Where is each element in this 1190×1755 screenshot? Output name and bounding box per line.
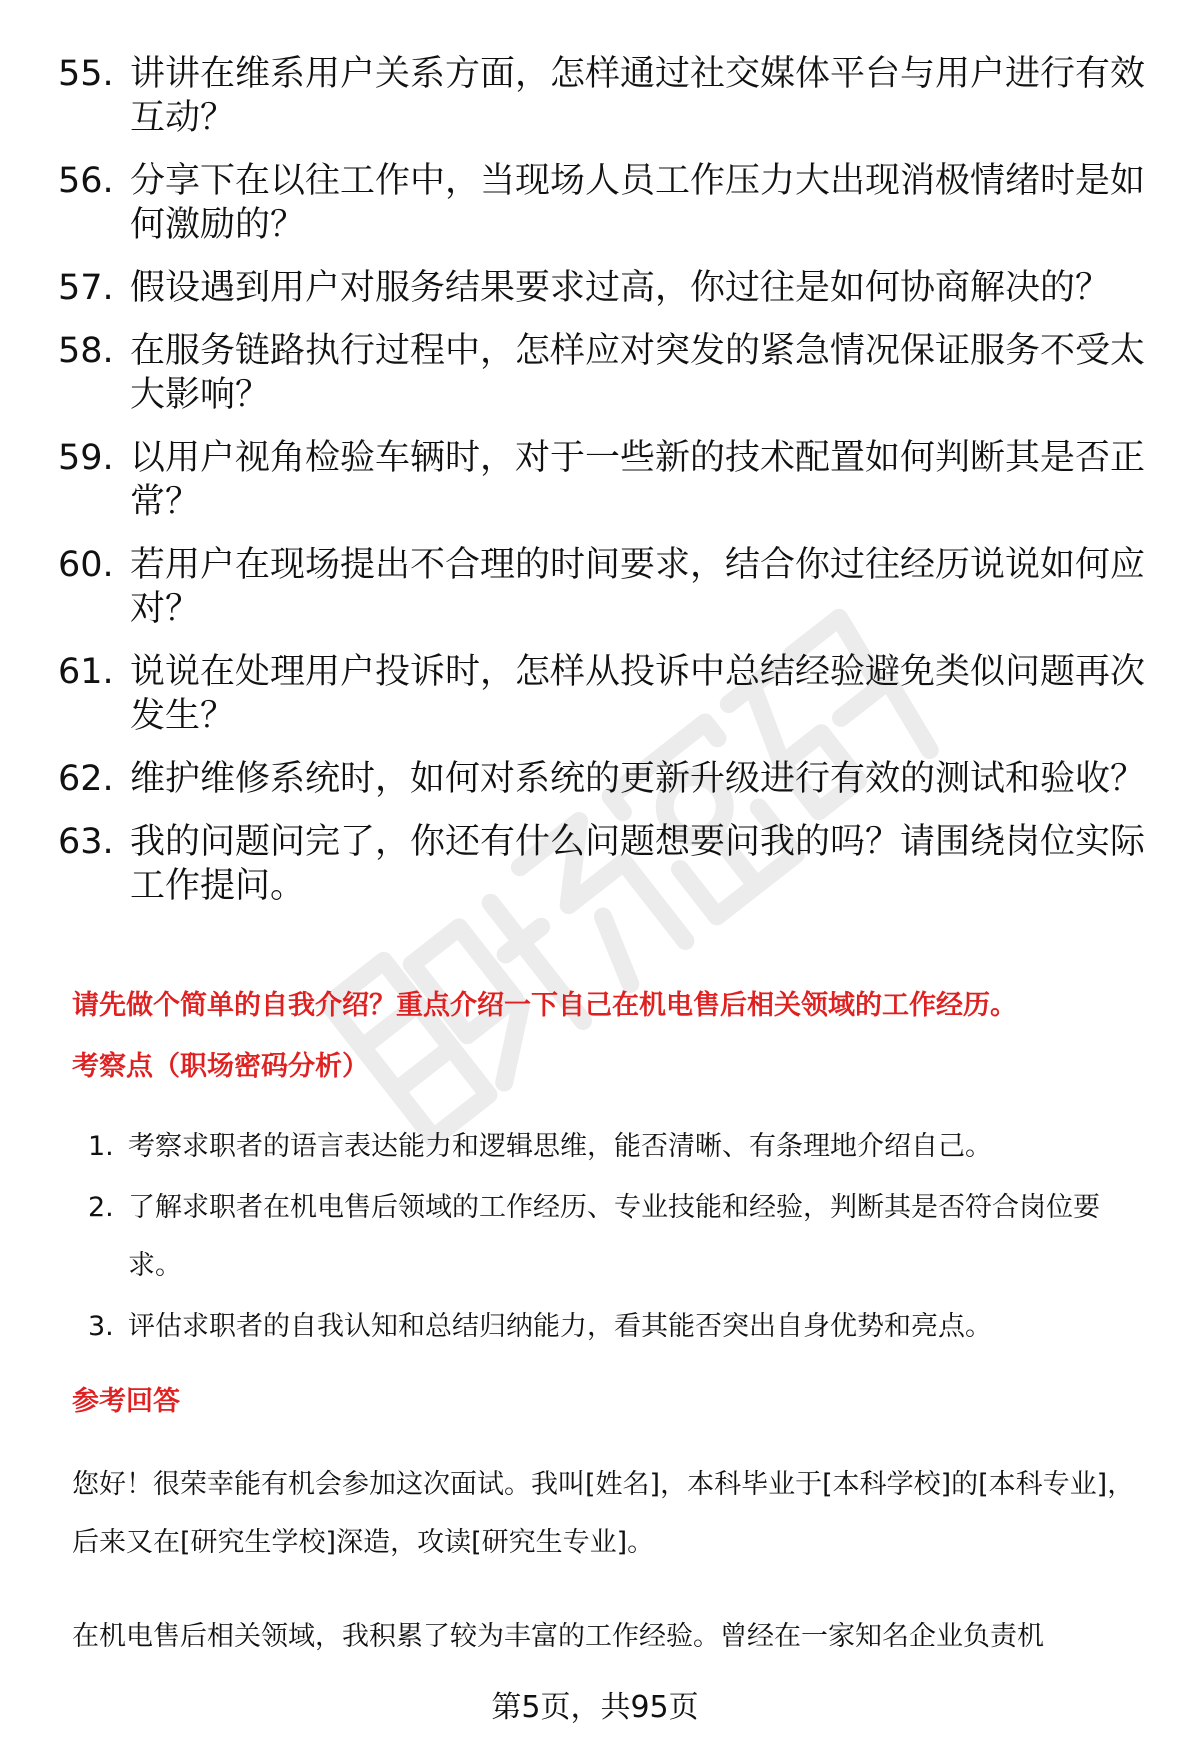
analysis-point-number: 2. [88,1192,114,1223]
question-text: 以用户视角检验车辆时，对于一些新的技术配置如何判断其是否正常？ [130,438,1146,522]
question-number: 56. [58,161,114,201]
question-item [58,436,1148,524]
analysis-point-text: 考察求职者的语言表达能力和逻辑思维，能否清晰、有条理地介绍自己。 [128,1131,992,1162]
question-text: 我的问题问完了，你还有什么问题想要问我的吗？请围绕岗位实际工作提问。 [130,822,1146,906]
question-number: 60. [58,545,114,585]
analysis-point-number: 1. [88,1131,114,1162]
question-item [58,757,1148,801]
analysis-point [88,1179,1148,1295]
answer-paragraph: 您好！很荣幸能有机会参加这次面试。我叫[姓名]，本科毕业于[本科学校]的[本科专业]，后来又在[研究生学校]深造，攻读[研究生专业]。 [72,1469,1135,1558]
question-number: 61. [58,652,114,692]
question-text: 假设遇到用户对服务结果要求过高，你过往是如何协商解决的？ [130,268,1111,308]
question-item [58,820,1148,908]
question-number: 55. [58,54,114,94]
question-item [58,266,1148,310]
question-number: 57. [58,268,114,308]
question-text: 分享下在以往工作中，当现场人员工作压力大出现消极情绪时是如何激励的？ [130,161,1146,245]
analysis-points-list [88,1118,1148,1359]
analysis-heading: 考察点（职场密码分析） [72,1051,369,1082]
analysis-point [88,1118,1148,1176]
question-text: 维护维修系统时，如何对系统的更新升级进行有效的测试和验收？ [130,759,1146,799]
question-text: 讲讲在维系用户关系方面，怎样通过社交媒体平台与用户进行有效互动？ [130,54,1146,138]
answer-paragraph: 在机电售后相关领域，我积累了较为丰富的工作经验。曾经在一家知名企业负责机 [72,1621,1044,1652]
question-text: 在服务链路执行过程中，怎样应对突发的紧急情况保证服务不受太大影响？ [130,331,1146,415]
question-number: 59. [58,438,114,478]
analysis-point-text: 评估求职者的自我认知和总结归纳能力，看其能否突出自身优势和亮点。 [128,1311,992,1342]
question-item [58,329,1148,417]
featured-question-heading: 请先做个简单的自我介绍？重点介绍一下自己在机电售后相关领域的工作经历。 [72,990,1017,1021]
question-number: 62. [58,759,114,799]
question-item [58,52,1148,140]
page-footer: 第5页，共95页 [491,1690,699,1725]
question-number: 63. [58,822,114,862]
question-number: 58. [58,331,114,371]
question-text: 若用户在现场提出不合理的时间要求，结合你过往经历说说如何应对？ [130,545,1146,629]
answer-heading: 参考回答 [72,1386,180,1417]
question-text: 说说在处理用户投诉时，怎样从投诉中总结经验避免类似问题再次发生？ [130,652,1146,736]
analysis-point-number: 3. [88,1311,114,1342]
analysis-point-text: 了解求职者在机电售后领域的工作经历、专业技能和经验，判断其是否符合岗位要求。 [128,1192,1100,1281]
question-item [58,650,1148,738]
question-item [58,543,1148,631]
question-item [58,159,1148,247]
analysis-point [88,1298,1148,1356]
question-list [58,52,1148,927]
